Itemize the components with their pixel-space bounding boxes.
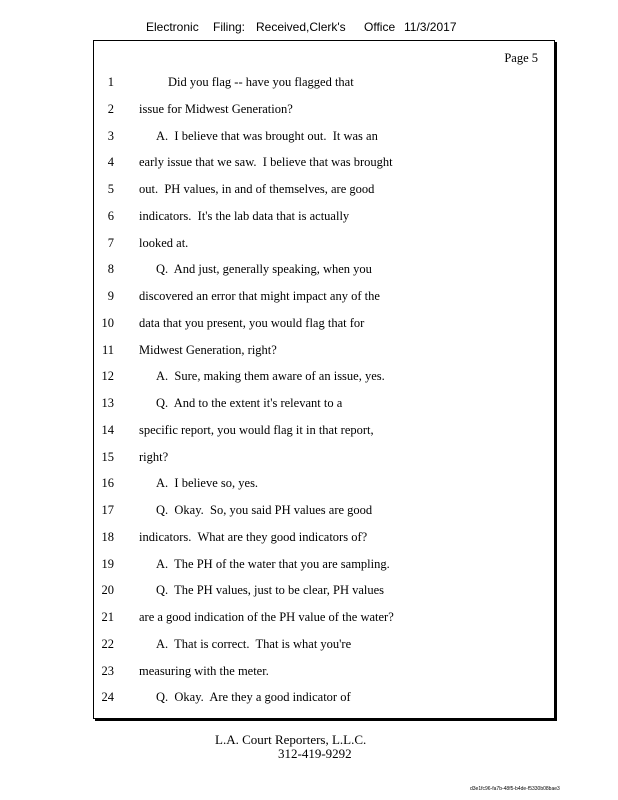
transcript-line (94, 99, 554, 119)
footer-phone: 312-419-9292 (278, 746, 352, 761)
line-number: 8 (107, 262, 114, 277)
line-text: A. Sure, making them aware of an issue, yes. (156, 369, 385, 384)
line-text: measuring with the meter. (139, 663, 269, 678)
transcript-line (94, 152, 554, 172)
line-number: 17 (101, 503, 114, 517)
line-text: out. PH values, in and of themselves, are good (139, 182, 375, 196)
transcript-line (94, 527, 554, 547)
line-number: 5 (107, 182, 114, 196)
line-text: issue for Midwest Generation? (139, 101, 293, 116)
line-number: 19 (101, 556, 114, 571)
transcript-line (94, 473, 554, 493)
line-text: A. The PH of the water that you are sampling. (156, 556, 390, 571)
line-number: 3 (107, 128, 114, 143)
line-number: 18 (101, 529, 114, 544)
line-number: 9 (107, 289, 114, 303)
line-number: 7 (107, 235, 114, 250)
line-text: looked at. (139, 235, 189, 250)
line-number: 1 (107, 75, 114, 89)
line-text: Q. Okay. Are they a good indicator of (156, 690, 351, 705)
filing-electronic: Electronic (146, 20, 199, 34)
line-text: specific report, you would flag it in that report, (139, 422, 374, 437)
line-text: early issue that we saw. I believe that was brought (139, 155, 393, 170)
filing-date: 11/3/2017 (404, 20, 457, 34)
transcript-line (94, 500, 554, 520)
transcript-line (94, 580, 554, 600)
line-text: indicators. What are they good indicators of? (139, 529, 368, 544)
transcript-line (94, 259, 554, 279)
line-number: 12 (101, 369, 114, 384)
transcript-line (94, 393, 554, 413)
line-text: are a good indication of the PH value of the water? (139, 610, 394, 624)
page-number: Page 5 (504, 51, 538, 65)
line-text: data that you present, you would flag that for (139, 315, 365, 330)
filing-office: Office (364, 20, 396, 34)
transcript-page (93, 40, 555, 719)
line-number: 23 (101, 663, 114, 678)
line-text: A. That is correct. That is what you're (156, 636, 352, 651)
line-text: Did you flag -- have you flagged that (168, 75, 354, 89)
transcript-line (94, 126, 554, 146)
line-text: Midwest Generation, right? (139, 342, 277, 357)
line-text: A. I believe so, yes. (156, 476, 259, 491)
transcript-line (94, 206, 554, 226)
transcript-line (94, 286, 554, 306)
line-number: 13 (101, 396, 114, 410)
transcript-line (94, 233, 554, 253)
line-number: 10 (101, 315, 114, 330)
line-text: Q. And to the extent it's relevant to a (156, 396, 343, 410)
transcript-line (94, 554, 554, 574)
footer-company: L.A. Court Reporters, L.L.C. (215, 732, 367, 747)
filing-received: Received,Clerk's (256, 20, 346, 34)
line-text: Q. Okay. So, you said PH values are good (156, 503, 373, 517)
line-text: Q. The PH values, just to be clear, PH values (156, 583, 385, 598)
line-text: right? (139, 449, 169, 464)
filing-header (146, 20, 457, 34)
transcript-line (94, 447, 554, 467)
line-number: 6 (107, 208, 114, 223)
transcript-line (94, 72, 554, 92)
line-text: A. I believe that was brought out. It was an (156, 128, 378, 143)
line-text: discovered an error that might impact any of the (139, 289, 380, 303)
line-number: 22 (101, 636, 114, 651)
transcript-line (94, 340, 554, 360)
line-number: 15 (101, 449, 114, 464)
transcript-line (94, 366, 554, 386)
line-number: 24 (101, 690, 114, 705)
transcript-line (94, 420, 554, 440)
transcript-line (94, 634, 554, 654)
line-number: 20 (101, 583, 114, 598)
transcript-line (94, 607, 554, 627)
transcript-line (94, 313, 554, 333)
line-number: 11 (101, 342, 114, 357)
line-number: 21 (101, 610, 114, 624)
line-number: 4 (107, 155, 114, 170)
line-number: 14 (101, 422, 114, 437)
transcript-line (94, 661, 554, 681)
transcript-line (94, 179, 554, 199)
line-number: 16 (101, 476, 114, 491)
document-hash: d3e1fc96-fa7b-48f5-b4de-f5330b08bae3 (470, 786, 560, 792)
line-text: indicators. It's the lab data that is actually (139, 208, 350, 223)
filing-label: Filing: (213, 20, 246, 34)
line-number: 2 (107, 101, 114, 116)
line-text: Q. And just, generally speaking, when you (156, 262, 372, 277)
transcript-line (94, 687, 554, 707)
